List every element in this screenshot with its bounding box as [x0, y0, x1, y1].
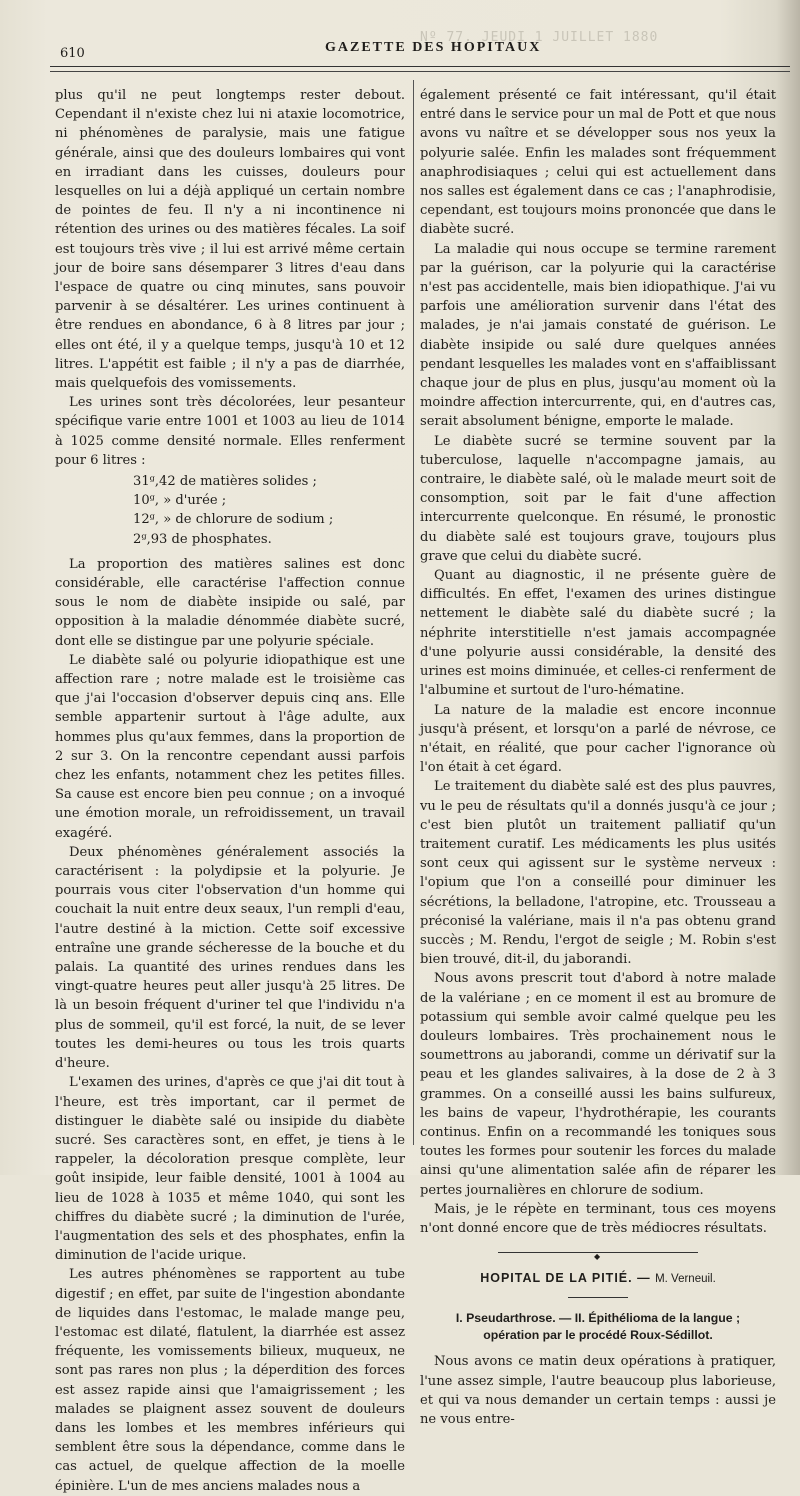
composition-item: 12ᵍ, » de chlorure de sodium ;: [133, 512, 334, 528]
header-rule-secondary: [50, 71, 790, 72]
composition-item: 2ᵍ,93 de phosphates.: [133, 531, 272, 547]
paragraph: La proportion des matières salines est donc considérable, elle caractérise l'affection connue sous le nom de diabète insipide ou salé, par opposition à la maladie dénommée diabète sucré, dont elle se distingue par une polyurie spéciale.: [55, 556, 405, 649]
separator-ornament: ◆: [594, 1252, 601, 1262]
paragraph: Le diabète sucré se termine souvent par la tuberculose, laquelle n'accompagne jamais, au contraire, le diabète salé, où le malade meurt soit de consomption, soit par le fait d'une affection intercurrente quelconque. En résumé, le pronostic du diabète salé est toujours grave, toujours plus grave que celui du diabète sucré.: [420, 433, 776, 564]
paragraph: Deux phénomènes généralement associés la caractérisent : la polydipsie et la polyurie. Je pourrais vous citer l'observation d'un homme qui couchait la nuit entre deux seaux, l'un rempli d'eau, l'autre destiné à la miction. Cette soif excessive entraîne une grande sécheresse de la bouche et du palais. La quantité des urines rendues dans les vingt-quatre heures peut aller jusqu'à 25 litres. De là un besoin fréquent d'uriner tel que l'individu n'a plus de sommeil, qu'il est forcé, la nuit, de se lever toutes les demi-heures ou tous les trois quarts d'heure.: [55, 844, 405, 1072]
composition-item: 10ᵍ, » d'urée ;: [133, 493, 227, 509]
left-column: [55, 86, 405, 1496]
paragraph: La maladie qui nous occupe se termine rarement par la guérison, car la polyurie qui la caractérise n'est pas accidentelle, mais bien idiopathique. J'ai vu parfois une amélioration survenir dans l'état des malades, je n'ai jamais constaté de guérison. Le diabète insipide ou salé dure quelques années pendant lesquelles les malades vont en s'affaiblissant chaque jour de plus en plus, jusqu'au moment où la moindre affection intercurrente, qui, en d'autres cas, serait absolument bénigne, emporte le malade.: [420, 241, 776, 430]
heading-rule: [568, 1297, 628, 1298]
bleed-through-text: Nº 77. JEUDI 1 JUILLET 1880: [420, 30, 659, 45]
hospital-author: M. Verneuil.: [655, 1273, 716, 1286]
hospital-name: HOPITAL DE LA PITIÉ. —: [480, 1271, 651, 1286]
column-divider: [413, 80, 414, 1145]
hospital-heading: [420, 1269, 776, 1289]
paragraph: Nous avons ce matin deux opérations à pratiquer, l'une assez simple, l'autre beaucoup plus laborieuse, et qui va nous demander un certain temps : aussi je ne vous entre-: [420, 1354, 776, 1427]
paragraph: plus qu'il ne peut longtemps rester debout. Cependant il n'existe chez lui ni ataxie locomotrice, ni phénomènes de paralysie, mais une fatigue générale, ainsi que des douleurs lombaires qui vont en irradiant dans les cuisses, douleurs pour lesquelles on lui a déjà appliqué un certain nombre de pointes de feu. Il n'y a ni incontinence ni rétention des urines ou des matières fécales. La soif est toujours très vive ; il lui est arrivé même certain jour de boire sans désemparer 3 litres d'eau dans l'espace de quatre ou cinq minutes, sans pouvoir parvenir à se désaltérer. Les urines continuent à être rendues en abondance, 6 à 8 litres par jour ; elles ont été, il y a quelque temps, jusqu'à 10 et 12 litres. L'appétit est faible ; il n'y a pas de diarrhée, mais quelquefois des vomissements.: [55, 88, 405, 392]
header-rule: [50, 66, 790, 67]
lesson-title-line: opération par le procédé Roux-Sédillot.: [483, 1328, 713, 1343]
paragraph: Le traitement du diabète salé est des plus pauvres, vu le peu de résultats qu'il a donnés jusqu'à ce jour ; c'est bien plutôt un traitement palliatif qu'un traitement curatif. Les médicaments les plus usités sont ceux qui agissent sur le système nerveux : l'opium que l'on a conseillé pour diminuer les sécrétions, la belladone, l'atropine, etc. Trousseau a préconisé la valériane, mais il n'a pas obtenu grand succès ; M. Rendu, l'ergot de seigle ; M. Robin s'est bien trouvé, dit-il, du jaborandi.: [420, 779, 776, 968]
page-number: 610: [60, 46, 85, 61]
urine-composition-list: [55, 472, 405, 549]
paragraph: La nature de la maladie est encore inconnue jusqu'à présent, et lorsqu'on a parlé de névrose, ce n'était, en réalité, que pour cacher l'ignorance où l'on était à cet égard.: [420, 702, 776, 776]
paragraph: Quant au diagnostic, il ne présente guère de difficultés. En effet, l'examen des urines distingue nettement le diabète salé du diabète sucré ; la néphrite interstitielle n'est jamais accompagnée d'une polyurie aussi considérable, la densité des urines est moins diminuée, et celles-ci renferment de l'albumine et surtout de l'uro-hématine.: [420, 568, 776, 699]
lesson-title: [420, 1310, 776, 1344]
lesson-title-line: I. Pseudarthrose. — II. Épithélioma de la langue ;: [455, 1311, 741, 1326]
page-header: [60, 38, 780, 62]
paragraph: également présenté ce fait intéressant, qu'il était entré dans le service pour un mal de Pott et que nous avons vu naître et se développer sous nos yeux la polyurie salée. Enfin les malades sont fréquemment anaphrodisiaques ; celui qui est actuellement dans nos salles est également dans ce cas ; l'anaphrodisie, cependant, est toujours moins prononcée que dans le diabète sucré.: [420, 88, 776, 238]
paragraph: L'examen des urines, d'après ce que j'ai dit tout à l'heure, est très important, car il permet de distinguer le diabète salé ou insipide du diabète sucré. Ses caractères sont, en effet, je tiens à le rappeler, la décoloration presque complète, leur goût insipide, leur faible densité, 1001 à 1004 au lieu de 1028 à 1035 et même 1040, qui sont les chiffres du diabète sucré ; la diminution de l'urée, l'augmentation des sels et des phosphates, enfin la diminution de l'acide urique.: [55, 1075, 405, 1264]
paragraph: Les urines sont très décolorées, leur pesanteur spécifique varie entre 1001 et 1003 au lieu de 1014 à 1025 comme densité normale. Elles renferment pour 6 litres :: [55, 395, 405, 468]
paragraph: Mais, je le répète en terminant, tous ces moyens n'ont donné encore que de très médiocres résultats.: [420, 1201, 776, 1236]
section-separator: [498, 1252, 698, 1262]
paragraph: Les autres phénomènes se rapportent au tube digestif ; en effet, par suite de l'ingestion abondante de liquides dans l'estomac, le malade mange peu, l'estomac est dilaté, flatulent, la diarrhée est assez fréquente, les vomissements bilieux, muqueux, ne sont pas rares non plus ; la déperdition des forces est assez rapide ainsi que l'amaigrissement ; les malades se plaignent assez souvent de douleurs dans les lombes et les membres inférieurs qui semblent être sous la dépendance, comme dans le cas actuel, de quelque affection de la moelle épinière. L'un de mes anciens malades nous a: [55, 1267, 405, 1494]
composition-item: 31ᵍ,42 de matières solides ;: [133, 474, 317, 490]
paragraph: Nous avons prescrit tout d'abord à notre malade de la valériane ; en ce moment il est au bromure de potassium qui semble avoir calmé quelque peu les douleurs lombaires. Très prochainement nous le soumettrons au jaborandi, comme un dérivatif sur la peau et les glandes salivaires, à la dose de 2 à 3 grammes. On a conseillé aussi les bains sulfureux, les bains de vapeur, l'hydrothérapie, les courants continus. Enfin on a recommandé les toniques sous toutes les formes pour soutenir les forces du malade ainsi qu'une alimentation salée afin de réparer les pertes journalières en chlorure de sodium.: [420, 971, 776, 1198]
paragraph: Le diabète salé ou polyurie idiopathique est une affection rare ; notre malade est le troisième cas que j'ai l'occasion d'observer depuis cinq ans. Elle semble appartenir surtout à l'âge adulte, aux hommes plus qu'aux femmes, dans la proportion de 2 sur 3. On la rencontre cependant aussi parfois chez les enfants, notamment chez les petites filles. Sa cause est encore bien peu connue ; on a invoqué une émotion morale, un refroidissement, un travail exagéré.: [55, 652, 405, 841]
journal-title: GAZETTE DES HOPITAUX: [325, 40, 542, 55]
right-column: [420, 86, 776, 1429]
